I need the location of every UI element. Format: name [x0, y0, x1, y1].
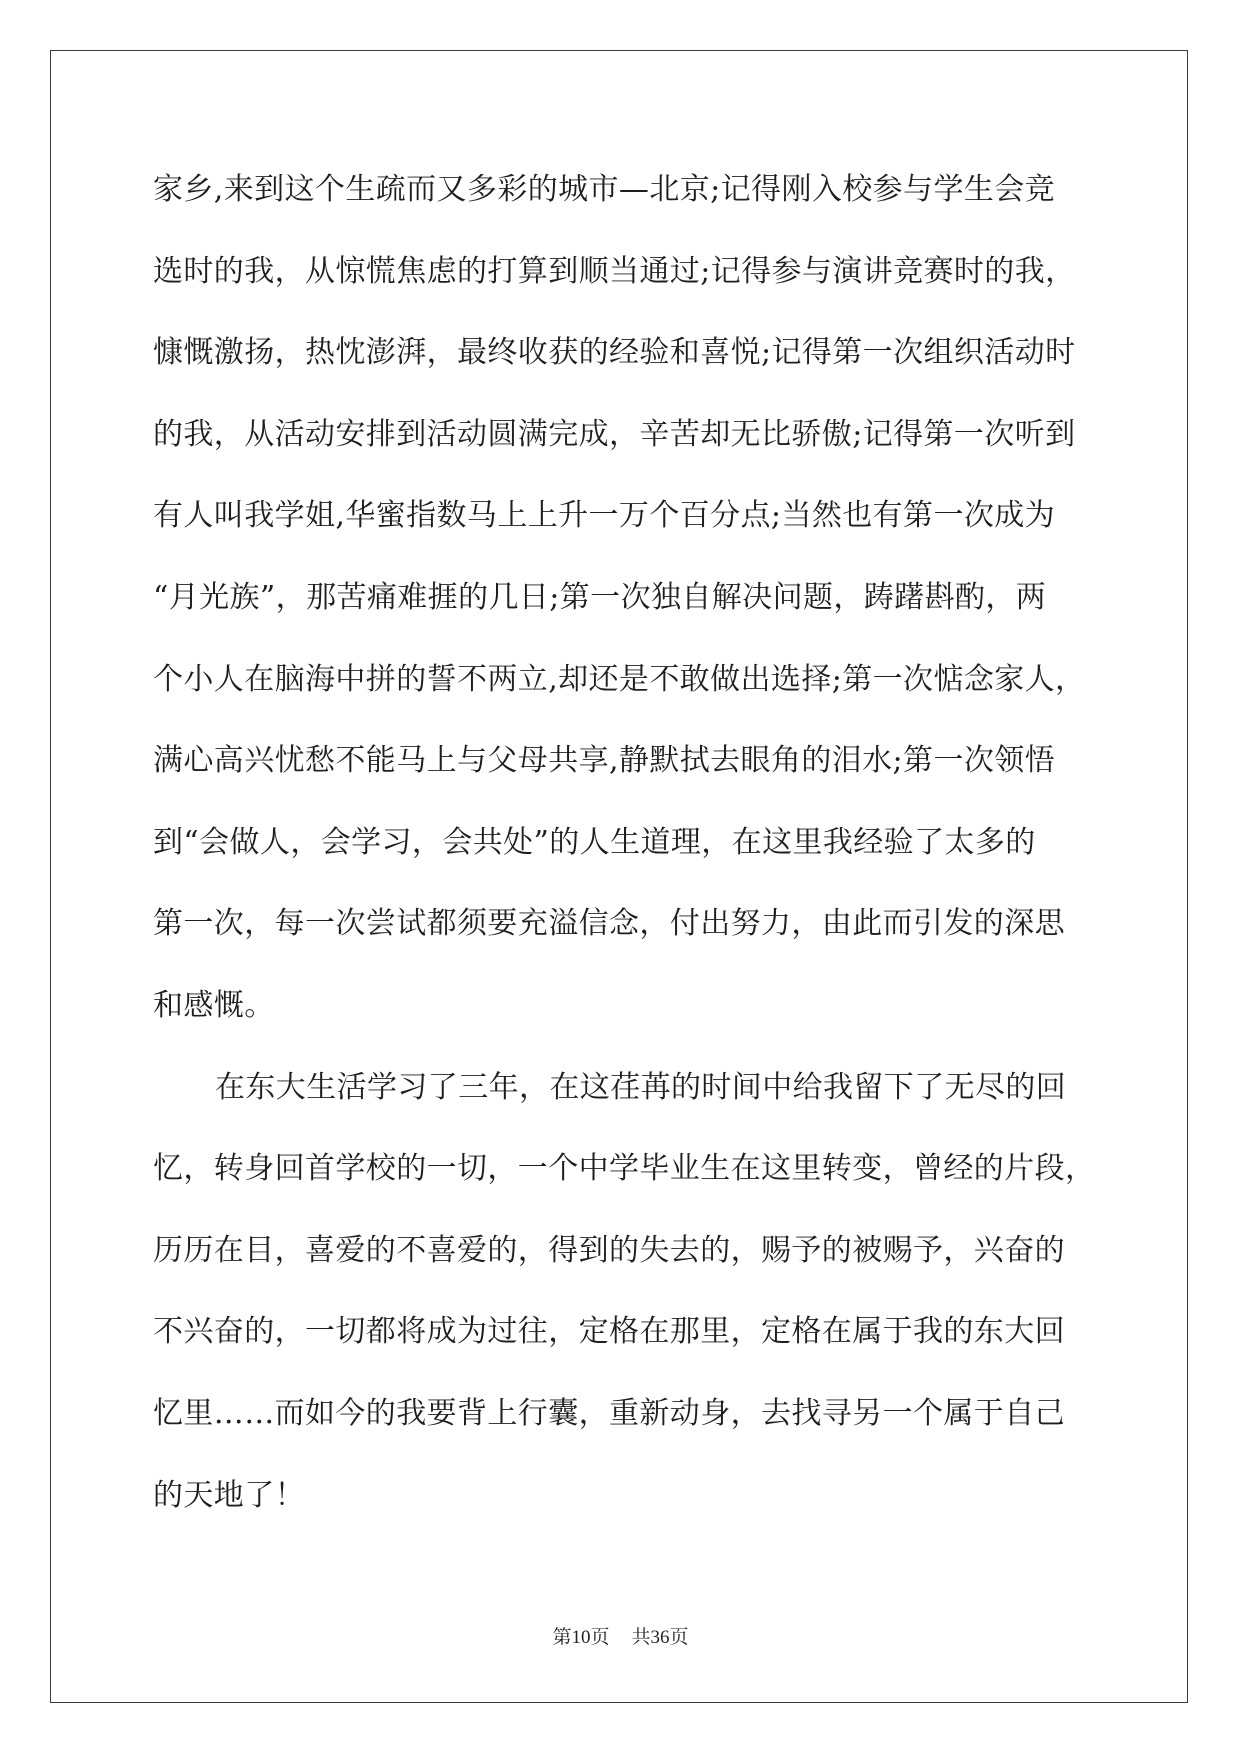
- page-number: 第10页: [552, 1627, 610, 1648]
- paragraph-1: [153, 149, 1153, 1047]
- text-line: 慷慨激扬，热忱澎湃，最终收获的经验和喜悦;记得第一次组织活动时: [153, 335, 1076, 371]
- text-line: 的天地了！: [153, 1477, 305, 1513]
- text-line: 忆，转身回首学校的一切，一个中学毕业生在这里转变，曾经的片段，: [153, 1151, 1096, 1187]
- text-line: “月光族”，那苦痛难捱的几日;第一次独自解决问题，踌躇斟酌，两: [153, 579, 1047, 615]
- paragraph-2: [153, 1047, 1153, 1537]
- text-line: 的我，从活动安排到活动圆满完成，辛苦却无比骄傲;记得第一次听到: [153, 416, 1076, 452]
- text-line: 家乡,来到这个生疏而又多彩的城市—北京;记得刚入校参与学生会竞: [153, 172, 1056, 207]
- text-line: 选时的我，从惊慌焦虑的打算到顺当通过;记得参与演讲竞赛时的我，: [153, 253, 1076, 289]
- text-line: 个小人在脑海中拼的誓不两立,却还是不敢做出选择;第一次惦念家人，: [153, 661, 1086, 697]
- text-line: 和感慨。: [153, 987, 275, 1023]
- text-line: 不兴奋的，一切都将成为过往，定格在那里，定格在属于我的东大回: [153, 1314, 1065, 1350]
- page-total: 共36页: [631, 1627, 689, 1648]
- body-text: [153, 149, 1153, 1536]
- text-line: 在东大生活学习了三年，在这荏苒的时间中给我留下了无尽的回: [215, 1069, 1067, 1105]
- text-line: 历历在目，喜爱的不喜爱的，得到的失去的，赐予的被赐予，兴奋的: [153, 1232, 1065, 1268]
- text-line: 到“会做人，会学习，会共处”的人生道理，在这里我经验了太多的: [153, 824, 1036, 860]
- text-line: 有人叫我学姐,华蜜指数马上上升一万个百分点;当然也有第一次成为: [153, 498, 1056, 534]
- text-line: 满心高兴忧愁不能马上与父母共享,静默拭去眼角的泪水;第一次领悟: [153, 743, 1056, 779]
- text-line: 忆里……而如今的我要背上行囊，重新动身，去找寻另一个属于自己: [153, 1395, 1065, 1431]
- text-line: 第一次，每一次尝试都须要充溢信念，付出努力，由此而引发的深思: [153, 906, 1065, 942]
- page-footer: [0, 1625, 1241, 1651]
